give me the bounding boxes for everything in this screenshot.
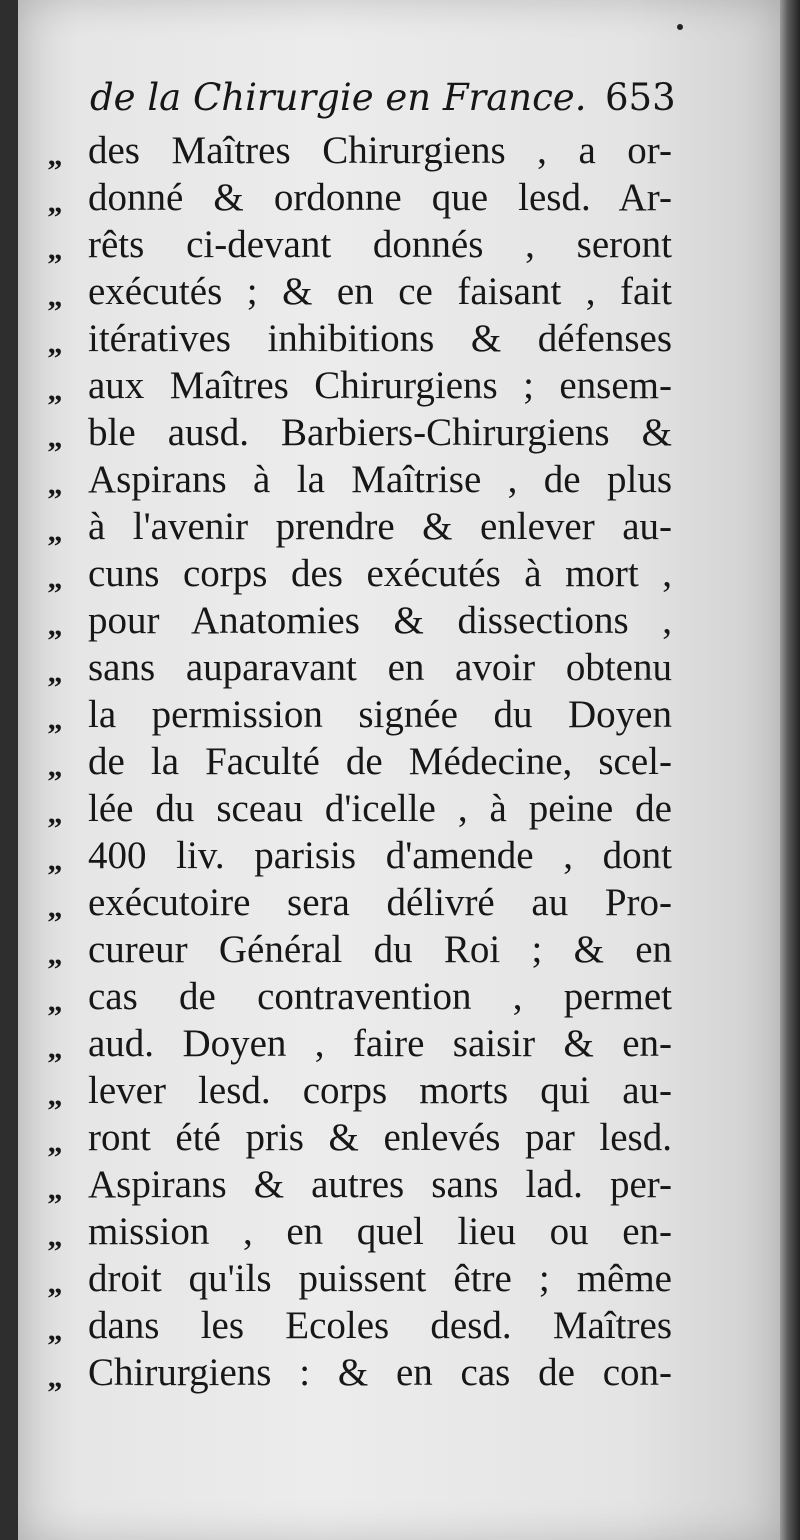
line-text: rêts ci-devant donnés , seront (88, 223, 672, 266)
page-number: 653 (605, 76, 676, 119)
quotation-mark: ,, (48, 1314, 61, 1347)
line-text: ble ausd. Barbiers-Chirurgiens & (88, 411, 672, 454)
text-line (40, 1256, 680, 1303)
text-line (40, 1162, 680, 1209)
text-line (40, 692, 680, 739)
text-line (40, 927, 680, 974)
text-line (40, 551, 680, 598)
text-line (40, 833, 680, 880)
text-line (40, 363, 680, 410)
page-edge-shadow (780, 0, 800, 1540)
line-text: donné & ordonne que lesd. Ar- (88, 176, 672, 219)
quotation-mark: ,, (48, 233, 61, 266)
line-text: Chirurgiens : & en cas de con- (88, 1351, 672, 1394)
quotation-mark: ,, (48, 703, 61, 736)
quotation-mark: ,, (48, 1126, 61, 1159)
quotation-mark: ,, (48, 938, 61, 971)
text-line (40, 175, 680, 222)
text-line (40, 880, 680, 927)
line-text: droit qu'ils puissent être ; même (88, 1257, 672, 1300)
line-text: à l'avenir prendre & enlever au- (88, 505, 672, 548)
text-line (40, 786, 680, 833)
text-line (40, 316, 680, 363)
quotation-mark: ,, (48, 797, 61, 830)
quotation-mark: ,, (48, 327, 61, 360)
text-line (40, 974, 680, 1021)
line-text: dans les Ecoles desd. Maîtres (88, 1304, 672, 1347)
quotation-mark: ,, (48, 562, 61, 595)
text-line (40, 410, 680, 457)
quotation-mark: ,, (48, 468, 61, 501)
line-text: 400 liv. parisis d'amende , dont (88, 834, 672, 877)
text-line (40, 1303, 680, 1350)
quotation-mark: ,, (48, 1079, 61, 1112)
line-text: la permission signée du Doyen (88, 693, 672, 736)
line-text: itératives inhibitions & défenses (88, 317, 672, 360)
body-text (40, 128, 680, 1397)
ink-speck (677, 24, 683, 30)
quotation-mark: ,, (48, 609, 61, 642)
line-text: Aspirans & autres sans lad. per- (88, 1163, 672, 1206)
quotation-mark: ,, (48, 656, 61, 689)
text-line (40, 645, 680, 692)
text-line (40, 222, 680, 269)
text-line (40, 1068, 680, 1115)
line-text: aud. Doyen , faire saisir & en- (88, 1022, 672, 1065)
text-line (40, 1115, 680, 1162)
quotation-mark: ,, (48, 1220, 61, 1253)
line-text: lée du sceau d'icelle , à peine de (88, 787, 672, 830)
text-line (40, 1209, 680, 1256)
line-text: lever lesd. corps morts qui au- (88, 1069, 672, 1112)
quotation-mark: ,, (48, 1032, 61, 1065)
line-text: des Maîtres Chirurgiens , a or- (88, 129, 672, 172)
quotation-mark: ,, (48, 374, 61, 407)
quotation-mark: ,, (48, 186, 61, 219)
text-line (40, 1350, 680, 1397)
text-line (40, 269, 680, 316)
line-text: pour Anatomies & dissections , (88, 599, 672, 642)
quotation-mark: ,, (48, 1361, 61, 1394)
line-text: Aspirans à la Maîtrise , de plus (88, 458, 672, 501)
text-line (40, 1021, 680, 1068)
line-text: cas de contravention , permet (88, 975, 672, 1018)
quotation-mark: ,, (48, 515, 61, 548)
quotation-mark: ,, (48, 985, 61, 1018)
text-line (40, 128, 680, 175)
line-text: exécutés ; & en ce faisant , fait (88, 270, 672, 313)
line-text: exécutoire sera délivré au Pro- (88, 881, 672, 924)
line-text: sans auparavant en avoir obtenu (88, 646, 672, 689)
text-line (40, 739, 680, 786)
page-header (90, 70, 690, 130)
line-text: aux Maîtres Chirurgiens ; ensem- (88, 364, 672, 407)
text-line (40, 598, 680, 645)
running-title: de la Chirurgie en France. (90, 76, 587, 119)
line-text: ront été pris & enlevés par lesd. (88, 1116, 672, 1159)
quotation-mark: ,, (48, 844, 61, 877)
quotation-mark: ,, (48, 280, 61, 313)
quotation-mark: ,, (48, 891, 61, 924)
line-text: cuns corps des exécutés à mort , (88, 552, 672, 595)
text-line (40, 457, 680, 504)
line-text: de la Faculté de Médecine, scel- (88, 740, 672, 783)
quotation-mark: ,, (48, 750, 61, 783)
quotation-mark: ,, (48, 1267, 61, 1300)
line-text: mission , en quel lieu ou en- (88, 1210, 672, 1253)
text-line (40, 504, 680, 551)
quotation-mark: ,, (48, 421, 61, 454)
quotation-mark: ,, (48, 1173, 61, 1206)
line-text: cureur Général du Roi ; & en (88, 928, 672, 971)
quotation-mark: ,, (48, 139, 61, 172)
